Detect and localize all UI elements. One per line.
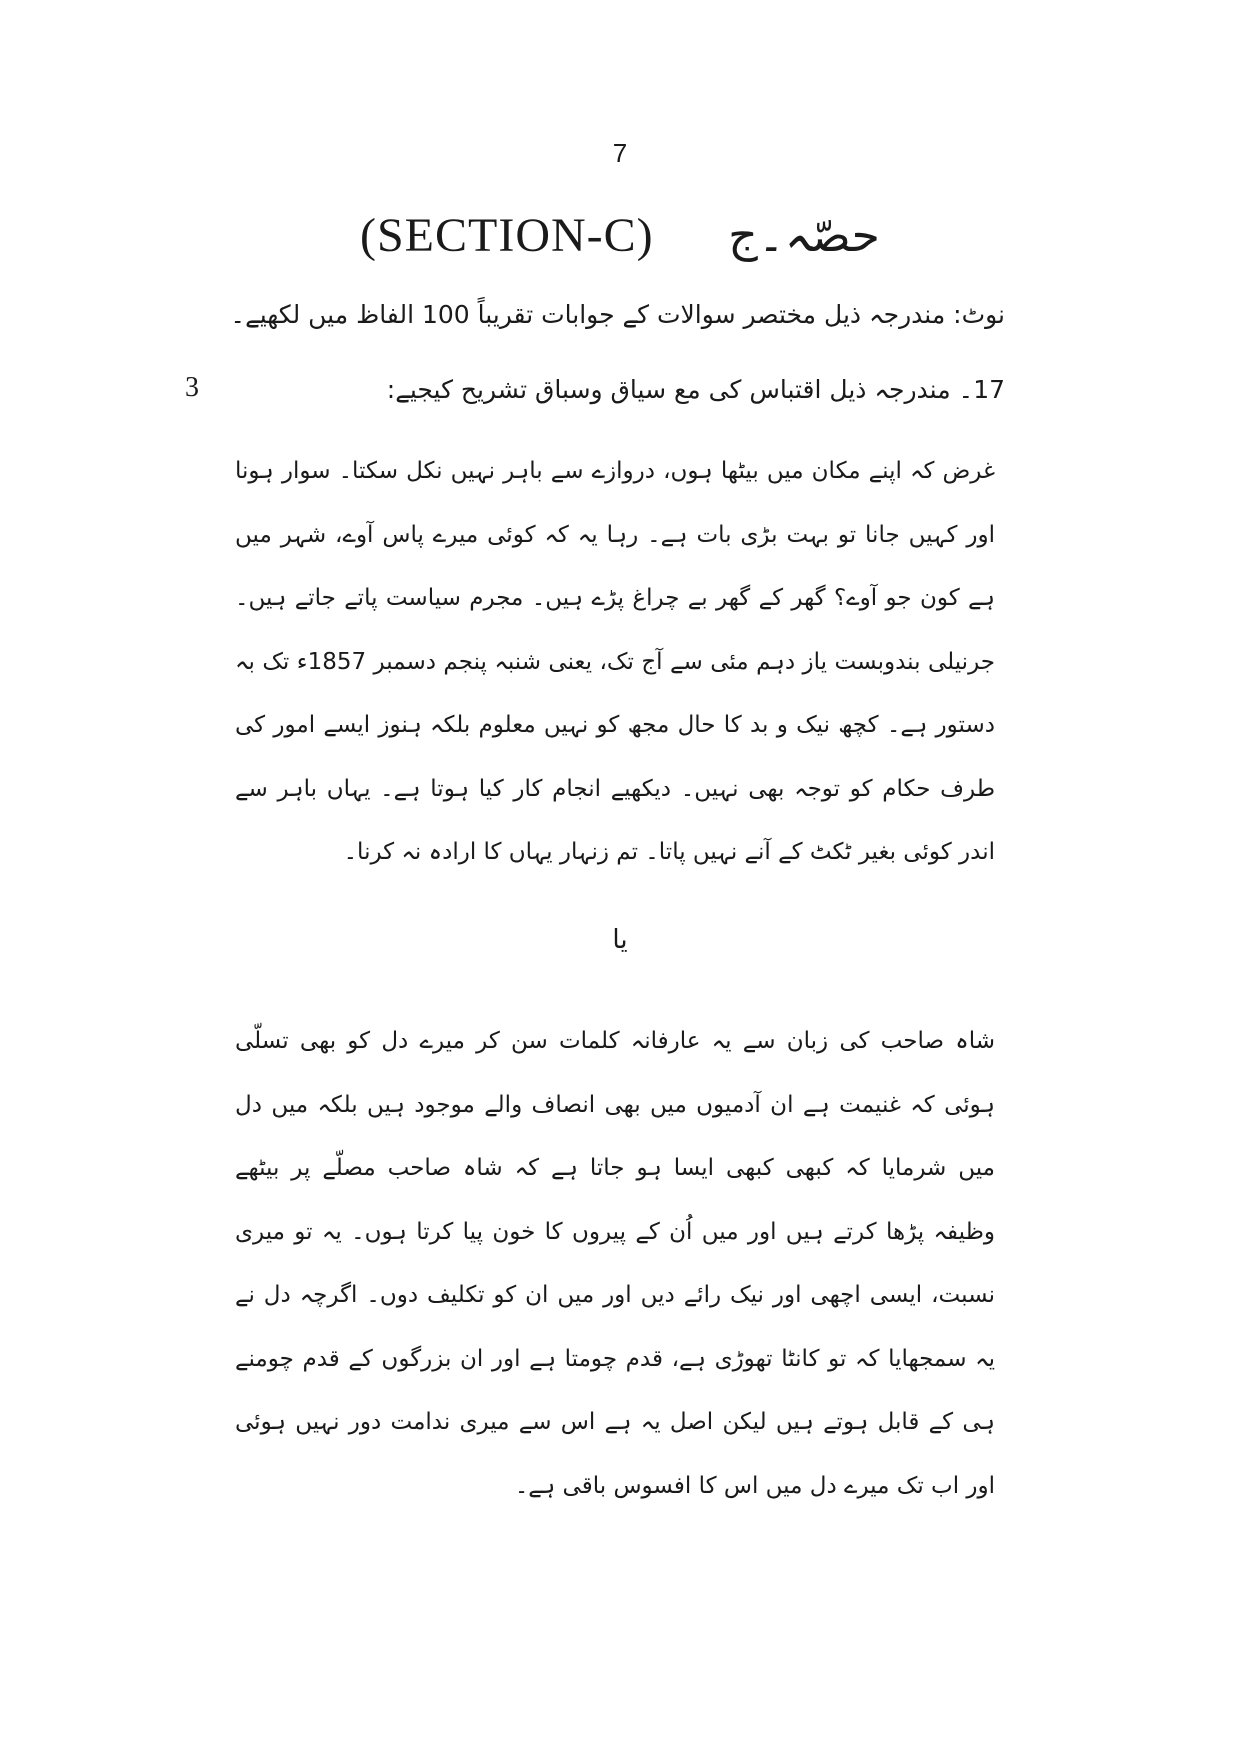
question-17: 17۔ مندرجہ ذیل اقتباس کی مع سیاق وسباق تشریح کیجیے: bbox=[386, 375, 1005, 404]
section-heading bbox=[360, 200, 880, 270]
section-title-english: (SECTION-C) bbox=[360, 208, 654, 262]
question-marks: 3 bbox=[185, 372, 199, 403]
section-title-urdu: حصّہ۔ج bbox=[728, 208, 880, 262]
passage-1: غرض کہ اپنے مکان میں بیٹھا ہوں، دروازے سے باہر نہیں نکل سکتا۔ سوار ہونا اور کہیں جانا تو بہت بڑی بات ہے۔ رہا یہ کہ کوئی میرے پاس آوے، شہر میں ہے کون جو آوے؟ گھر کے گھر بے چراغ پڑے ہیں۔ مجرم سیاست پاتے جاتے ہیں۔ جرنیلی بندوبست یاز دہم مئی سے آج تک، یعنی شنبہ پنجم دسمبر 1857ء تک بہ دستور ہے۔ کچھ نیک و بد کا حال مجھ کو نہیں معلوم بلکہ ہنوز ایسے امور کی طرف حکام کو توجہ بھی نہیں۔ دیکھیے انجام کار کیا ہوتا ہے۔ یہاں باہر سے اندر کوئی بغیر ٹکٹ کے آنے نہیں پاتا۔ تم زنہار یہاں کا ارادہ نہ کرنا۔ bbox=[235, 458, 995, 865]
or-separator: یا bbox=[612, 925, 628, 955]
instruction-note: نوٹ: مندرجہ ذیل مختصر سوالات کے جوابات تقریباً 100 الفاظ میں لکھیے۔ bbox=[230, 300, 1005, 329]
passage-2: شاہ صاحب کی زبان سے یہ عارفانہ کلمات سن کر میرے دل کو بھی تسلّی ہوئی کہ غنیمت ہے ان آدمیوں میں بھی انصاف والے موجود ہیں بلکہ میں دل میں شرمایا کہ کبھی کبھی ایسا ہو جاتا ہے کہ شاہ صاحب مصلّے پر بیٹھے وظیفہ پڑھا کرتے ہیں اور میں اُن کے پیروں کا خون پیا کرتا ہوں۔ یہ تو میری نسبت، ایسی اچھی اور نیک رائے دیں اور میں ان کو تکلیف دوں۔ اگرچہ دل نے یہ سمجھایا کہ تو کانٹا تھوڑی ہے، قدم چومتا ہے اور ان بزرگوں کے قدم چومنے ہی کے قابل ہوتے ہیں لیکن اصل یہ ہے اس سے میری ندامت دور نہیں ہوئی اور اب تک میرے دل میں اس کا افسوس باقی ہے۔ bbox=[235, 1028, 995, 1499]
page-number: 7 bbox=[612, 138, 628, 168]
